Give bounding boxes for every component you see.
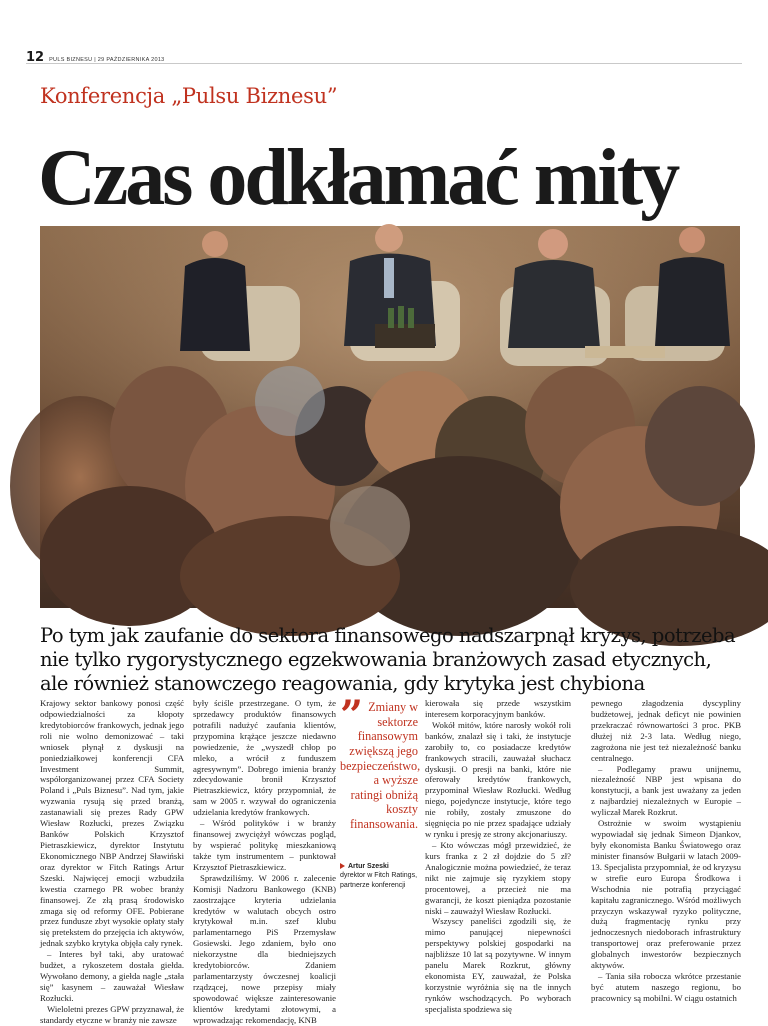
triangle-bullet-icon <box>340 863 345 869</box>
pull-quote <box>340 692 421 890</box>
pull-quote-author <box>340 862 418 871</box>
publication-line: PULS BIZNESU | 29 PAŹDZIERNIKA 2013 <box>49 57 165 63</box>
col3-paragraph: – Kto wówczas mógł przewidzieć, że kurs franka z 2 zł dojdzie do 5 zł? Analogicznie można powiedzieć, że teraz nikt nie zajmuje się ryzykiem stopy procentowej, a przecież nie ma gwarancji, że koszt pieniądza pozostanie niski – zauważył Wiesław Rozłucki. <box>425 839 571 916</box>
col3-paragraph: Wokół mitów, które narosły wokół roli banków, znalazł się i taki, że instytucje zarobiły to, co posiadacze kredytów frankowych stracili, zauważał słuchacz dyskusji. O presji na banki, które nie oferowały kredytów frankowych, przypominał Wiesław Rozłucki. Według niego, pojedyncze instytucje, które tego nie robiły, zostały zmuszone do sięgnięcia po nie przez spadające udziały w rynku i presję ze strony akcjonariuszy. <box>425 719 571 840</box>
section-label: Konferencja „Pulsu Biznesu” <box>40 84 338 108</box>
headline: Czas odkłamać mity <box>38 134 678 222</box>
article-column-4 <box>591 698 741 1004</box>
lead-paragraph: Po tym jak zaufanie do sektora finansowego nadszarpnął kryzys, potrzeba nie tylko rygorystycznego egzekwowania branżowych zasad etycznych, ale również stanowczego reagowania, gdy krytyka jest chybiona <box>40 624 736 696</box>
article-column-2 <box>193 698 336 1026</box>
article-column-1 <box>40 698 184 1026</box>
col2-paragraph: Sprawdziliśmy. W 2006 r. zalecenie Komisji Nadzoru Bankowego (KNB) zaostrzające kryteria udzielania kredytów w walutach obcych ostro krytykował m.in. szef klubu parlamentarnego PiS Przemysław Gosiewski. Jego zdaniem, było ono niekorzystne dla biedniejszych kredytobiorców. Zdaniem parlamentarzysty ówczesnej koalicji rządzącej, nowe przepisy miały spowodować większe zainteresowanie klientów kredytami złotowymi, a wprowadzając rekomendację, KNB <box>193 872 336 1025</box>
col3-paragraph: kierowała się przede wszystkim interesem korporacyjnym banków. <box>425 698 571 719</box>
col3-paragraph: Wszyscy paneliści zgodzili się, że mimo panującej niepewności perspektywy polskiej gospodarki na najbliższe 10 lat są pozytywne. W innym panelu Marek Rozkrut, główny ekonomista EY, zauważał, że Polska korzystnie wyróżnia się na tle innych rynków wschodzących. Po wyborach specjalista spodziewa się <box>425 916 571 1014</box>
conference-photo-illustration <box>40 226 740 608</box>
col4-paragraph: pewnego złagodzenia dyscypliny budżetowej, jednak deficyt nie powinien przekraczać równowartości 3 proc. PKB dłużej niż 2-3 lata. Według niego, zagrożona nie jest też niezależność banku centralnego. <box>591 698 741 763</box>
pull-quote-author-name: Artur Szeski <box>348 862 389 870</box>
pull-quote-author-role: dyrektor w Fitch Ratings, partnerze konferencji <box>340 872 418 889</box>
col4-paragraph: – Podlegamy prawu unijnemu, niezależność NBP jest wpisana do konstytucji, a bank jest uważany za jeden z najbardziej niezależnych w Europie – wyliczał Marek Rozkrut. <box>591 763 741 818</box>
col2-paragraph: – Wśród polityków i w branży finansowej zwyciężył wówczas pogląd, by wspierać politykę mieszkaniową także tym instrumentem – punktował Krzysztof Pietraszkiewicz. <box>193 818 336 872</box>
col2-paragraph: były ściśle przestrzegane. O tym, że sprzedawcy produktów finansowych potrafili nadużyć zaufania klientów, przypomina krążące jeszcze niedawno powiedzenie, że „wyszedł chłop po mleko, a wrócił z funduszem agresywnym”. Dobrego imienia branży zdecydowanie bronił Krzysztof Pietraszkiewicz, który przypomniał, że sam w 2005 r. wzywał do ograniczenia udzielania kredytów frankowych. <box>193 698 336 818</box>
col4-paragraph: – Tania siła robocza wkrótce przestanie być atutem naszego regionu, bo pracownicy są mobilni. W ciągu ostatnich <box>591 971 741 1003</box>
col1-paragraph: Wieloletni prezes GPW przyznawał, że standardy etyczne w branży nie zawsze <box>40 1003 184 1025</box>
conference-photo <box>40 226 740 608</box>
pull-quote-attribution <box>340 862 418 890</box>
top-rule <box>26 63 742 64</box>
col1-paragraph: Krajowy sektor bankowy ponosi część odpowiedzialności za kłopoty kredytobiorców frankowych, jednak jego roli nie wolno demonizować – taki wniosek płynął z dyskusji na poniedziałkowej konferencji CFA Investment Summit, współorganizowanej przez CFA Society Poland i „Puls Biznesu”. Nad tym, jakie wyzwania rysują się przed branżą, zastanawiali się prezes Rady GPW Wiesław Rozłucki, prezes Związku Banków Polskich Krzysztof Pietraszkiewicz, dyrektor Instytutu Ekonomicznego NBP Andrzej Sławiński oraz dyrektor w Fitch Ratings Artur Szeski. Najwięcej emocji wzbudziła kwestia czarnego PR wobec branży finansowej. Ze złą prasą środowisko zmaga się od reformy OFE. Pobierane przez fundusze zbyt wysokie opłaty stały się pretekstem do przejęcia ich aktywów, jednak szybko krytyka objęła cały rynek. <box>40 698 184 949</box>
quote-mark-icon: ” <box>340 692 364 739</box>
col1-paragraph: – Interes był taki, aby uratować budżet, a rykoszetem dostała giełda. Wywołano demony, a giełda nagle „stała się” kasynem – zauważał Wiesław Rozłucki. <box>40 949 184 1003</box>
article-column-3 <box>425 698 571 1015</box>
page-number: 12 <box>26 50 45 65</box>
col4-paragraph: Ostrożnie w swoim wystąpieniu wypowiadał się jednak Simeon Djankov, były ekonomista Banku Światowego oraz minister finansów Bułgarii w latach 2009-13. Specjalista przypomniał, że od kryzysu w strefie euro Europa Środkowa i Wschodnia nie potrafią przyciągać kapitału zagranicznego. Wśród możliwych przyczyn wskazywał ryzyko polityczne, dużą fragmentację rynku przy jednoczesnych niedoborach infrastruktury transportowej oraz preferowanie przez globalnych inwestorów bezpiecznych aktywów. <box>591 818 741 971</box>
pull-quote-text: Zmiany w sektorze finansowym zwiększą jego bezpieczeństwo, a wyższe ratingi obniżą koszty finansowania. <box>340 700 421 832</box>
